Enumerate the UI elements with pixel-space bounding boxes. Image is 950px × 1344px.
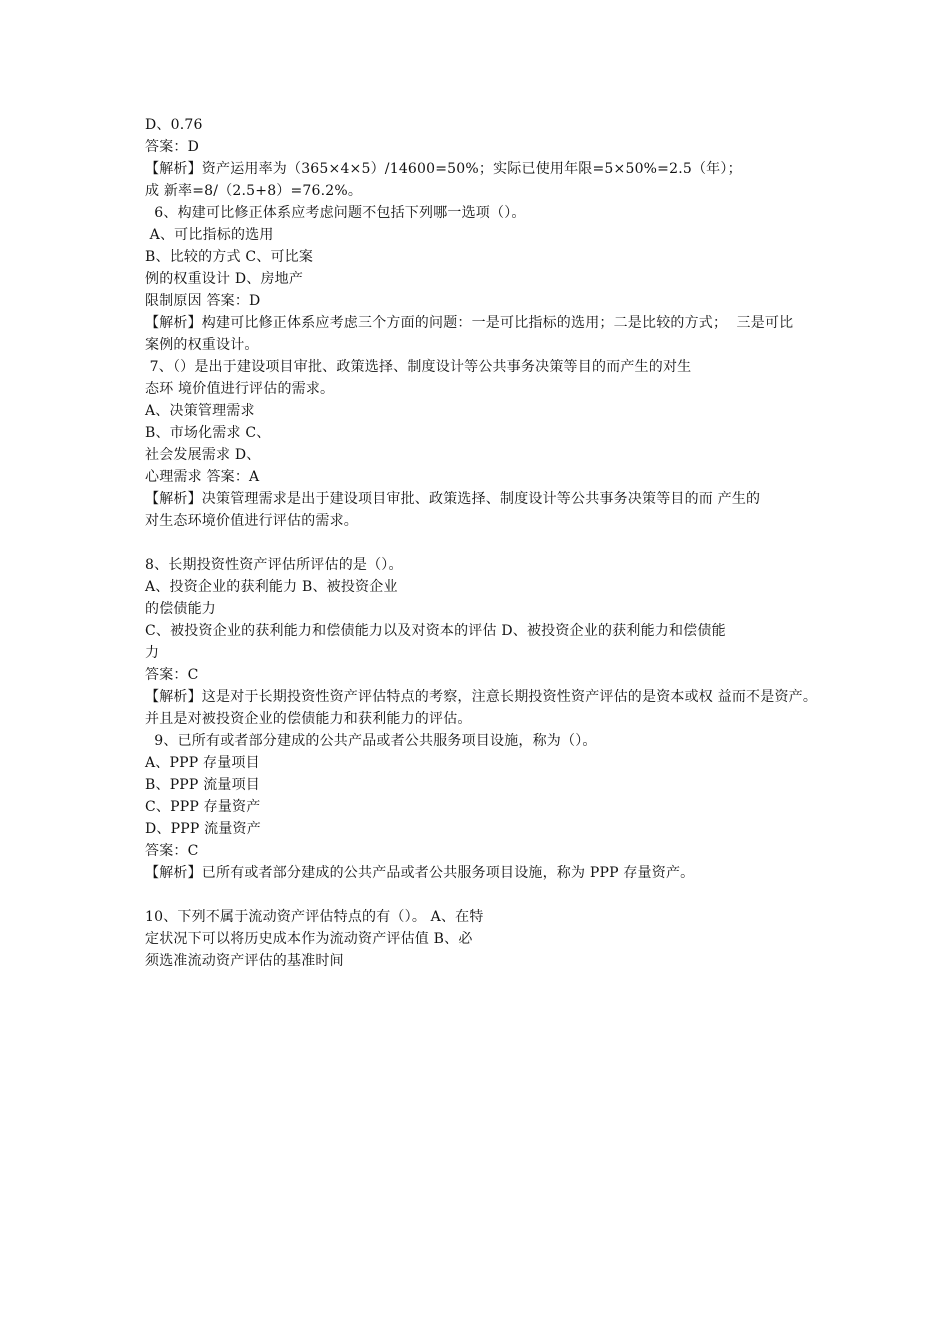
text-line: C、被投资企业的获利能力和偿债能力以及对资本的评估 D、被投资企业的获利能力和偿债能 (145, 623, 726, 639)
text-line: C、PPP 存量资产 (145, 799, 261, 815)
text-line: 答案：D (145, 139, 200, 155)
text-line: 【解析】构建可比修正体系应考虑三个方面的问题：一是可比指标的选用；二是比较的方式； 三是可比 (145, 315, 794, 331)
text-line: 答案：C (145, 843, 199, 859)
text-line: 并且是对被投资企业的偿债能力和获利能力的评估。 (145, 711, 472, 727)
question-7: 7、（）是出于建设项目审批、政策选择、制度设计等公共事务决策等目的而产生的对生 (145, 359, 692, 375)
text-line: A、决策管理需求 (145, 403, 255, 419)
text-line: 【解析】已所有或者部分建成的公共产品或者公共服务项目设施，称为 PPP 存量资产。 (145, 865, 695, 881)
text-line: D、PPP 流量资产 (145, 821, 261, 837)
text-line: 心理需求 答案：A (145, 469, 260, 485)
text-line: 【解析】决策管理需求是出于建设项目审批、政策选择、制度设计等公共事务决策等目的而 产生的 (145, 491, 761, 507)
text-line: 须选准流动资产评估的基准时间 (145, 953, 344, 969)
question-10: 10、下列不属于流动资产评估特点的有（）。 A、在特 (145, 909, 484, 925)
text-line: 社会发展需求 D、 (145, 447, 261, 463)
text-line: 态环 境价值进行评估的需求。 (145, 381, 335, 397)
text-line: 成 新率=8/（2.5+8）=76.2%。 (145, 183, 363, 199)
text-line: A、PPP 存量项目 (145, 755, 260, 771)
question-9: 9、已所有或者部分建成的公共产品或者公共服务项目设施，称为（）。 (145, 733, 597, 749)
question-6: 6、构建可比修正体系应考虑问题不包括下列哪一选项（）。 (145, 205, 526, 221)
text-line: 对生态环境价值进行评估的需求。 (145, 513, 358, 529)
text-line: 【解析】这是对于长期投资性资产评估特点的考察，注意长期投资性资产评估的是资本或权 益而不是资产。 (145, 689, 818, 705)
text-line: B、市场化需求 C、 (145, 425, 271, 441)
text-line: 力 (145, 645, 160, 661)
text-line: B、PPP 流量项目 (145, 777, 260, 793)
text-line: 例的权重设计 D、房地产 (145, 271, 304, 287)
question-8: 8、长期投资性资产评估所评估的是（）。 (145, 557, 403, 573)
text-line: 定状况下可以将历史成本作为流动资产评估值 B、必 (145, 931, 473, 947)
text-line: 【解析】资产运用率为（365×4×5）/14600=50%；实际已使用年限=5×50%=2.5（年）； (145, 161, 742, 177)
text-line: 案例的权重设计。 (145, 337, 259, 353)
text-line: 答案：C (145, 667, 199, 683)
text-line: 限制原因 答案：D (145, 293, 261, 309)
text-line: 的偿债能力 (145, 601, 216, 617)
text-line: D、0.76 (145, 117, 203, 133)
text-line: A、可比指标的选用 (145, 227, 274, 243)
text-line: A、投资企业的获利能力 B、被投资企业 (145, 579, 398, 595)
text-line: B、比较的方式 C、可比案 (145, 249, 314, 265)
